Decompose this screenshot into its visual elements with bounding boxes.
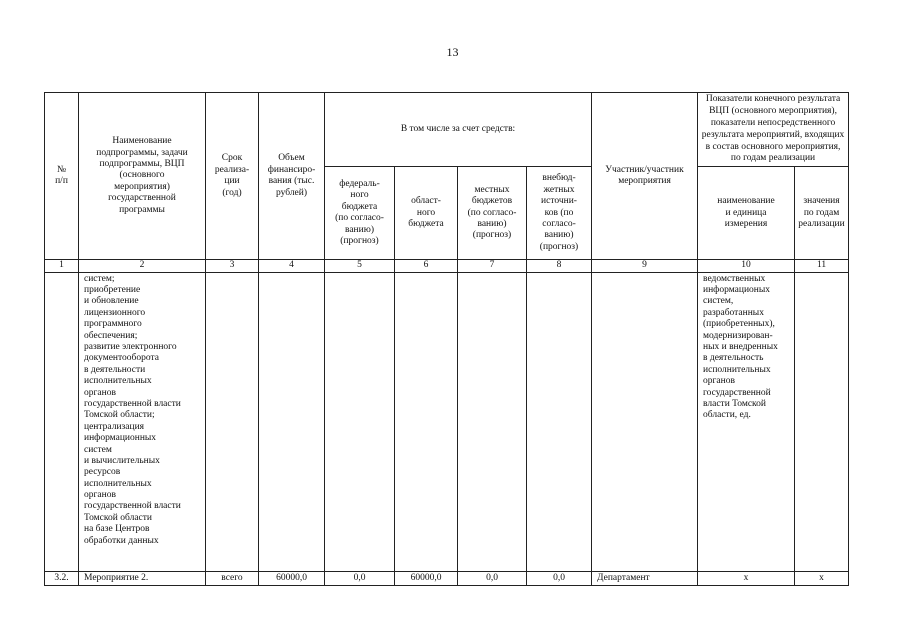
text-line: (прогноз) xyxy=(539,241,579,252)
text-line: результата мероприятий, входящих xyxy=(701,129,845,140)
table-cell xyxy=(795,272,849,571)
text-line: Показатели конечного результата xyxy=(705,94,841,104)
extrabudget-value: 0,0 xyxy=(527,571,592,585)
table-cell xyxy=(458,272,527,571)
text-line: ВЦП (основного мероприятия), xyxy=(709,105,837,116)
text-line: и обновление xyxy=(84,296,139,307)
text-line: Объем xyxy=(278,153,305,164)
text-line: ванию) xyxy=(544,230,574,241)
text-line: реализа- xyxy=(214,164,250,175)
table-cell xyxy=(259,272,325,571)
local-budget-value: 0,0 xyxy=(458,571,527,585)
text-line: внебюд- xyxy=(542,173,576,184)
text-line: показатели непосредственного xyxy=(710,117,836,128)
column-number: 1 xyxy=(45,260,79,272)
header-group-indicators xyxy=(698,93,849,167)
header-col-indicator-name xyxy=(698,167,795,260)
measure-description-cell xyxy=(79,272,206,571)
text-line: государственной власти xyxy=(84,501,181,512)
text-line: № xyxy=(56,164,67,175)
column-number: 9 xyxy=(592,260,698,272)
text-line: Участник/участник xyxy=(605,164,684,175)
text-line: ведомственных xyxy=(703,273,766,284)
table-cell xyxy=(45,272,79,571)
text-line: бюджетов xyxy=(471,196,513,207)
text-line: (приобретенных), xyxy=(703,319,775,330)
text-line: Срок xyxy=(221,153,243,164)
text-line: бюджета xyxy=(408,218,444,229)
text-line: обработки данных xyxy=(84,535,159,546)
table-cell xyxy=(325,272,395,571)
text-line: (по согласо- xyxy=(335,213,384,224)
column-number: 7 xyxy=(458,260,527,272)
text-line: информационных xyxy=(84,433,157,444)
text-line: ного xyxy=(350,190,369,201)
text-line: государственной xyxy=(703,387,771,398)
header-col-local xyxy=(458,167,527,260)
text-line: власти Томской xyxy=(703,398,767,409)
text-line: жетных xyxy=(543,184,575,195)
text-line: п/п xyxy=(55,176,68,187)
text-line: согласо- xyxy=(542,218,576,229)
header-col-extrabudget xyxy=(527,167,592,260)
column-number: 8 xyxy=(527,260,592,272)
table-cell xyxy=(592,272,698,571)
column-number: 6 xyxy=(395,260,458,272)
participant-value: Департамент xyxy=(592,571,698,585)
text-line: разработанных xyxy=(703,307,764,318)
text-line: (по согласо- xyxy=(467,207,517,218)
text-line: программного xyxy=(84,319,142,330)
text-line: ванию) xyxy=(344,224,374,235)
text-line: модернизирован- xyxy=(703,330,773,341)
text-line: органов xyxy=(703,376,735,387)
text-line: (год) xyxy=(222,187,242,198)
table-cell xyxy=(395,272,458,571)
continuation-row xyxy=(45,272,849,571)
column-number: 3 xyxy=(206,260,259,272)
regional-budget-value: 60000,0 xyxy=(395,571,458,585)
table-cell xyxy=(527,272,592,571)
text-line: государственной xyxy=(108,193,176,204)
text-line: систем xyxy=(84,444,112,455)
text-line: финансиро- xyxy=(267,164,316,175)
text-line: подпрограммы, ВЦП xyxy=(99,159,185,170)
text-line: области, ед. xyxy=(703,410,751,421)
text-line: органов xyxy=(84,490,116,501)
text-line: мероприятия xyxy=(618,176,671,187)
text-line: исполнительных xyxy=(84,478,152,489)
header-col-federal xyxy=(325,167,395,260)
text-line: федераль- xyxy=(339,179,380,190)
text-line: по годам xyxy=(803,207,840,218)
text-line: ных и внедренных xyxy=(703,341,778,352)
text-line: (основного xyxy=(119,170,165,181)
column-number: 5 xyxy=(325,260,395,272)
text-line: источни- xyxy=(541,196,577,207)
header-col-number xyxy=(45,93,79,260)
text-line: в деятельность xyxy=(703,353,764,364)
text-line: (прогноз) xyxy=(472,230,512,241)
text-line: вания (тыс. xyxy=(268,176,315,187)
table-row-3-2 xyxy=(45,571,849,585)
text-line: местных xyxy=(474,184,510,195)
indicator-values-value: x xyxy=(795,571,849,585)
text-line: ванию) xyxy=(477,218,507,229)
text-line: наименование xyxy=(717,196,775,207)
text-line: подпрограммы, задачи xyxy=(96,147,188,158)
column-number: 11 xyxy=(795,260,849,272)
text-line: значения xyxy=(803,196,840,207)
text-line: систем, xyxy=(703,296,734,307)
text-line: лицензионного xyxy=(84,307,146,318)
text-line: рублей) xyxy=(275,187,308,198)
column-number: 10 xyxy=(698,260,795,272)
text-line: и единица xyxy=(725,207,767,218)
indicator-description-cell xyxy=(698,272,795,571)
text-line: обеспечения; xyxy=(84,330,138,341)
total-volume: 60000,0 xyxy=(259,571,325,585)
text-line: бюджета xyxy=(341,201,378,212)
text-line: област- xyxy=(411,196,441,207)
text-line: органов xyxy=(84,387,116,398)
text-line: в деятельности xyxy=(84,364,146,375)
measure-name: Мероприятие 2. xyxy=(79,571,206,585)
text-line: развитие электронного xyxy=(84,341,177,352)
header-col-name xyxy=(79,93,206,260)
text-line: в состав основного мероприятия, xyxy=(705,141,841,152)
text-line: и вычислительных xyxy=(84,455,160,466)
column-number-row xyxy=(45,260,849,272)
text-line: ресурсов xyxy=(84,467,121,478)
text-line: ков (по xyxy=(544,207,574,218)
text-line: Наименование xyxy=(112,136,172,147)
column-number: 4 xyxy=(259,260,325,272)
row-number: 3.2. xyxy=(45,571,79,585)
text-line: ции xyxy=(224,176,240,187)
header-row-1 xyxy=(45,93,849,167)
program-table xyxy=(44,92,849,586)
text-line: документооборота xyxy=(84,353,159,364)
text-line: программы xyxy=(119,204,165,215)
header-col-regional xyxy=(395,167,458,260)
header-col-indicator-values xyxy=(795,167,849,260)
text-line: реализации xyxy=(798,218,845,229)
table-cell xyxy=(206,272,259,571)
text-line: исполнительных xyxy=(84,376,152,387)
federal-budget-value: 0,0 xyxy=(325,571,395,585)
text-line: на базе Центров xyxy=(84,524,150,535)
text-line: централизация xyxy=(84,421,145,432)
text-line: (прогноз) xyxy=(340,236,379,247)
text-line: государственной власти xyxy=(84,398,181,409)
text-line: измерения xyxy=(724,218,768,229)
text-line: ного xyxy=(416,207,436,218)
header-col-volume xyxy=(259,93,325,260)
indicator-name-value: x xyxy=(698,571,795,585)
term-value: всего xyxy=(206,571,259,585)
column-number: 2 xyxy=(79,260,206,272)
text-line: мероприятия) xyxy=(114,181,170,192)
text-line: приобретение xyxy=(84,285,141,296)
text-line: Томской области; xyxy=(84,410,155,421)
page-number: 13 xyxy=(446,45,459,59)
text-line: Томской области xyxy=(84,512,152,523)
header-col-term xyxy=(206,93,259,260)
text-line: систем; xyxy=(84,273,115,284)
header-group-sources: В том числе за счет средств: xyxy=(325,93,592,167)
text-line: исполнительных xyxy=(703,364,771,375)
text-line: по годам реализации xyxy=(730,153,816,164)
header-col-participant xyxy=(592,93,698,260)
text-line: информационых xyxy=(703,285,770,296)
